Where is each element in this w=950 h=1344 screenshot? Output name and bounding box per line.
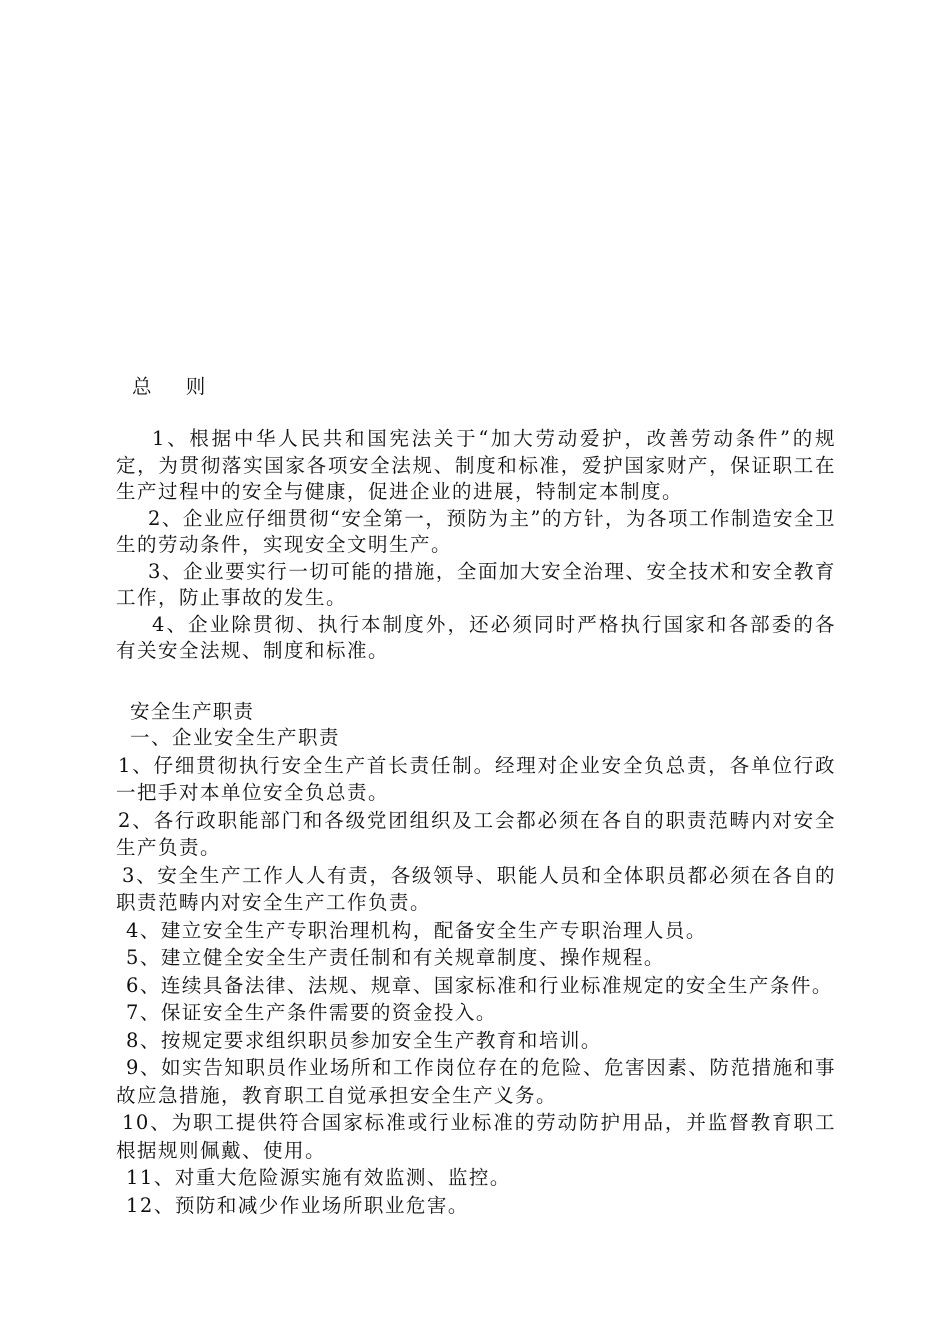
section-safety-duties-body: [116, 724, 836, 1219]
duty-item: 1、仔细贯彻执行安全生产首长责任制。经理对企业安全负总责，各单位行政一把手对本单位安全负总责。: [116, 753, 836, 804]
duty-item: 9、如实告知职员作业场所和工作岗位存在的危险、危害因素、防范措施和事故应急措施，教育职工自觉承担安全生产义务。: [116, 1056, 836, 1107]
duty-item: 4、建立安全生产专职治理机构，配备安全生产专职治理人员。: [126, 918, 707, 942]
duty-item: 12、预防和减少作业场所职业危害。: [126, 1193, 469, 1217]
general-paragraph-2: 2、企业应仔细贯彻“安全第一，预防为主”的方针，为各项工作制造安全卫生的劳动条件，实现安全文明生产。: [116, 506, 836, 556]
duty-item: 2、各行政职能部门和各级党团组织及工会都必须在各自的职责范畴内对安全生产负责。: [116, 808, 836, 859]
duty-item: 11、对重大危险源实施有效监测、监控。: [126, 1166, 511, 1189]
general-paragraph-4: 4、企业除贯彻、执行本制度外，还必须同时严格执行国家和各部委的各有关安全法规、制度和标准。: [116, 612, 836, 662]
general-paragraph-1: 1、根据中华人民共和国宪法关于“加大劳动爱护，改善劳动条件”的规定，为贯彻落实国家各项安全法规、制度和标准，爱护国家财产，保证职工在生产过程中的安全与健康，促进企业的进展，特制定本制度。: [116, 427, 836, 503]
duty-item: 7、保证安全生产条件需要的资金投入。: [126, 1001, 497, 1024]
duty-item: 6、连续具备法律、法规、规章、国家标准和行业标准规定的安全生产条件。: [126, 973, 833, 997]
duty-item: 5、建立健全安全生产责任制和有关规章制度、操作规程。: [126, 946, 665, 969]
general-paragraph-3: 3、企业要实行一切可能的措施，全面加大安全治理、安全技术和安全教育工作，防止事故的发生。: [116, 559, 836, 609]
duty-item: 3、安全生产工作人人有责，各级领导、职能人员和全体职员都必须在各自的职责范畴内对安全生产工作负责。: [116, 863, 836, 914]
subsection-title-enterprise: 一、企业安全生产职责: [130, 726, 341, 749]
duty-item: 10、为职工提供符合国家标准或行业标准的劳动防护用品，并监督教育职工根据规则佩戴、使用。: [116, 1111, 836, 1162]
section-title-safety-duties: 安全生产职责: [130, 700, 255, 723]
section-title-general: 总 则: [132, 375, 220, 398]
duty-item: 8、按规定要求组织职员参加安全生产教育和培训。: [126, 1028, 602, 1052]
section-general-body: [116, 426, 836, 665]
